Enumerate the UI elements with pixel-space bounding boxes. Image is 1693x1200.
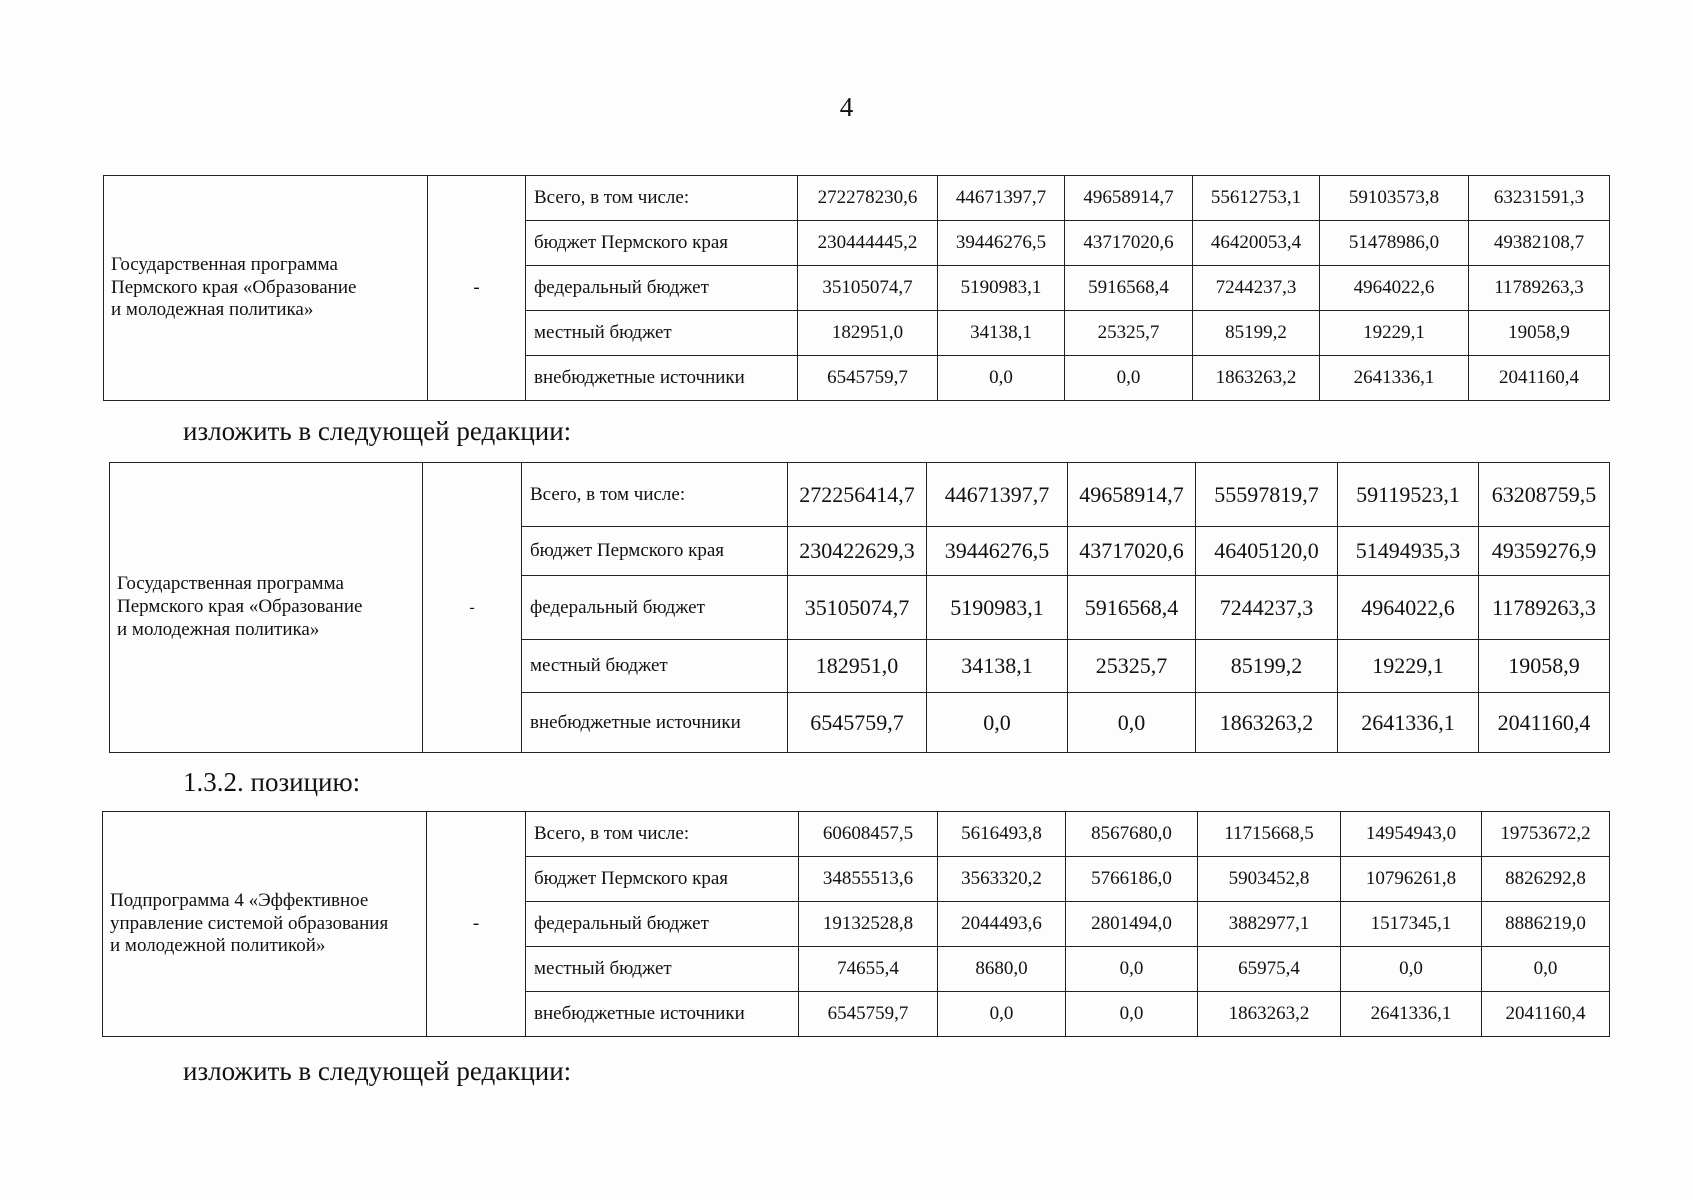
amount-cell: 0,0 (1066, 947, 1198, 992)
amount-cell: 2044493,6 (938, 902, 1066, 947)
funding-source-cell: бюджет Пермского края (526, 857, 799, 902)
amount-cell: 35105074,7 (798, 266, 938, 311)
amount-cell: 19058,9 (1469, 311, 1610, 356)
funding-source-cell: Всего, в том числе: (526, 812, 799, 857)
amount-cell: 182951,0 (798, 311, 938, 356)
program-name-line: Государственная программа (111, 253, 338, 275)
table-row (103, 812, 1610, 857)
heading-position: 1.3.2. позицию: (183, 767, 361, 797)
amount-cell: 19058,9 (1479, 640, 1610, 693)
program-name-line: Подпрограмма 4 «Эффективное (110, 889, 369, 911)
program-name-line: и молодежная политика» (117, 618, 320, 640)
amount-cell: 2041160,4 (1469, 356, 1610, 401)
funding-source-cell: бюджет Пермского края (522, 527, 788, 576)
dash-cell: - (428, 176, 526, 401)
amount-cell: 49359276,9 (1479, 527, 1610, 576)
amount-cell: 44671397,7 (927, 463, 1068, 527)
amount-cell: 10796261,8 (1341, 857, 1482, 902)
table-body (103, 812, 1610, 1037)
amount-cell: 4964022,6 (1320, 266, 1469, 311)
amount-cell: 8826292,8 (1482, 857, 1610, 902)
program-name-line: и молодежная политика» (111, 299, 314, 321)
amount-cell: 59119523,1 (1338, 463, 1479, 527)
amount-cell: 55597819,7 (1196, 463, 1338, 527)
amount-cell: 39446276,5 (927, 527, 1068, 576)
amount-cell: 46420053,4 (1193, 221, 1320, 266)
amount-cell: 11715668,5 (1198, 812, 1341, 857)
amount-cell: 272278230,6 (798, 176, 938, 221)
amount-cell: 7244237,3 (1196, 576, 1338, 640)
program-name-line: Пермского края «Образование (117, 596, 363, 618)
amount-cell: 14954943,0 (1341, 812, 1482, 857)
amount-cell: 74655,4 (799, 947, 938, 992)
amount-cell: 3882977,1 (1198, 902, 1341, 947)
amount-cell: 2801494,0 (1066, 902, 1198, 947)
dash-cell: - (427, 812, 526, 1037)
program-name-cell (104, 176, 428, 401)
amount-cell: 8567680,0 (1066, 812, 1198, 857)
funding-source-cell: федеральный бюджет (522, 576, 788, 640)
amount-cell: 8886219,0 (1482, 902, 1610, 947)
amount-cell: 49382108,7 (1469, 221, 1610, 266)
amount-cell: 1517345,1 (1341, 902, 1482, 947)
table-body (104, 176, 1610, 401)
amount-cell: 0,0 (938, 356, 1065, 401)
amount-cell: 51494935,3 (1338, 527, 1479, 576)
amount-cell: 60608457,5 (799, 812, 938, 857)
amount-cell: 85199,2 (1193, 311, 1320, 356)
amount-cell: 0,0 (927, 693, 1068, 753)
amount-cell: 272256414,7 (788, 463, 927, 527)
amount-cell: 230422629,3 (788, 527, 927, 576)
funding-source-cell: местный бюджет (522, 640, 788, 693)
amount-cell: 49658914,7 (1068, 463, 1196, 527)
funding-source-cell: федеральный бюджет (526, 266, 798, 311)
page-number: 4 (839, 92, 854, 122)
funding-source-cell: Всего, в том числе: (522, 463, 788, 527)
amount-cell: 11789263,3 (1469, 266, 1610, 311)
amount-cell: 0,0 (1482, 947, 1610, 992)
amount-cell: 182951,0 (788, 640, 927, 693)
funding-source-cell: внебюджетные источники (522, 693, 788, 753)
amount-cell: 6545759,7 (788, 693, 927, 753)
amount-cell: 6545759,7 (798, 356, 938, 401)
amount-cell: 0,0 (938, 992, 1066, 1037)
amount-cell: 19132528,8 (799, 902, 938, 947)
amount-cell: 5616493,8 (938, 812, 1066, 857)
amount-cell: 34138,1 (927, 640, 1068, 693)
amount-cell: 5766186,0 (1066, 857, 1198, 902)
amount-cell: 63231591,3 (1469, 176, 1610, 221)
amount-cell: 5916568,4 (1068, 576, 1196, 640)
amount-cell: 5916568,4 (1065, 266, 1193, 311)
amount-cell: 39446276,5 (938, 221, 1065, 266)
program-name-line: и молодежной политикой» (110, 935, 326, 957)
amount-cell: 49658914,7 (1065, 176, 1193, 221)
amount-cell: 59103573,8 (1320, 176, 1469, 221)
dash-cell: - (423, 463, 522, 753)
funding-source-cell: местный бюджет (526, 311, 798, 356)
funding-source-cell: Всего, в том числе: (526, 176, 798, 221)
amount-cell: 19229,1 (1338, 640, 1479, 693)
program-name-cell (110, 463, 423, 753)
table-row (104, 176, 1610, 221)
amount-cell: 85199,2 (1196, 640, 1338, 693)
amount-cell: 34855513,6 (799, 857, 938, 902)
amount-cell: 1863263,2 (1196, 693, 1338, 753)
heading-restate: изложить в следующей редакции: (183, 416, 572, 446)
amount-cell: 2041160,4 (1482, 992, 1610, 1037)
amount-cell: 2641336,1 (1338, 693, 1479, 753)
amount-cell: 19753672,2 (1482, 812, 1610, 857)
amount-cell: 5903452,8 (1198, 857, 1341, 902)
amount-cell: 25325,7 (1065, 311, 1193, 356)
budget-table-revised (109, 462, 1610, 753)
amount-cell: 43717020,6 (1068, 527, 1196, 576)
amount-cell: 2041160,4 (1479, 693, 1610, 753)
amount-cell: 2641336,1 (1341, 992, 1482, 1037)
amount-cell: 1863263,2 (1198, 992, 1341, 1037)
budget-table-subprogram (102, 811, 1610, 1037)
program-name-line: управление системой образования (110, 912, 389, 934)
amount-cell: 230444445,2 (798, 221, 938, 266)
amount-cell: 4964022,6 (1338, 576, 1479, 640)
amount-cell: 5190983,1 (938, 266, 1065, 311)
funding-source-cell: бюджет Пермского края (526, 221, 798, 266)
amount-cell: 44671397,7 (938, 176, 1065, 221)
amount-cell: 11789263,3 (1479, 576, 1610, 640)
program-name-line: Государственная программа (117, 573, 344, 595)
amount-cell: 0,0 (1341, 947, 1482, 992)
amount-cell: 5190983,1 (927, 576, 1068, 640)
amount-cell: 19229,1 (1320, 311, 1469, 356)
table-body (110, 463, 1610, 753)
budget-table-original (103, 175, 1610, 401)
amount-cell: 2641336,1 (1320, 356, 1469, 401)
amount-cell: 46405120,0 (1196, 527, 1338, 576)
amount-cell: 1863263,2 (1193, 356, 1320, 401)
funding-source-cell: внебюджетные источники (526, 356, 798, 401)
amount-cell: 0,0 (1066, 992, 1198, 1037)
funding-source-cell: внебюджетные источники (526, 992, 799, 1037)
table-row (110, 463, 1610, 527)
program-name-cell (103, 812, 427, 1037)
program-name-line: Пермского края «Образование (111, 276, 357, 298)
amount-cell: 8680,0 (938, 947, 1066, 992)
heading-restate: изложить в следующей редакции: (183, 1056, 572, 1086)
amount-cell: 63208759,5 (1479, 463, 1610, 527)
amount-cell: 65975,4 (1198, 947, 1341, 992)
amount-cell: 0,0 (1068, 693, 1196, 753)
amount-cell: 34138,1 (938, 311, 1065, 356)
amount-cell: 51478986,0 (1320, 221, 1469, 266)
amount-cell: 35105074,7 (788, 576, 927, 640)
amount-cell: 25325,7 (1068, 640, 1196, 693)
funding-source-cell: федеральный бюджет (526, 902, 799, 947)
funding-source-cell: местный бюджет (526, 947, 799, 992)
amount-cell: 0,0 (1065, 356, 1193, 401)
amount-cell: 6545759,7 (799, 992, 938, 1037)
amount-cell: 3563320,2 (938, 857, 1066, 902)
amount-cell: 43717020,6 (1065, 221, 1193, 266)
amount-cell: 7244237,3 (1193, 266, 1320, 311)
amount-cell: 55612753,1 (1193, 176, 1320, 221)
